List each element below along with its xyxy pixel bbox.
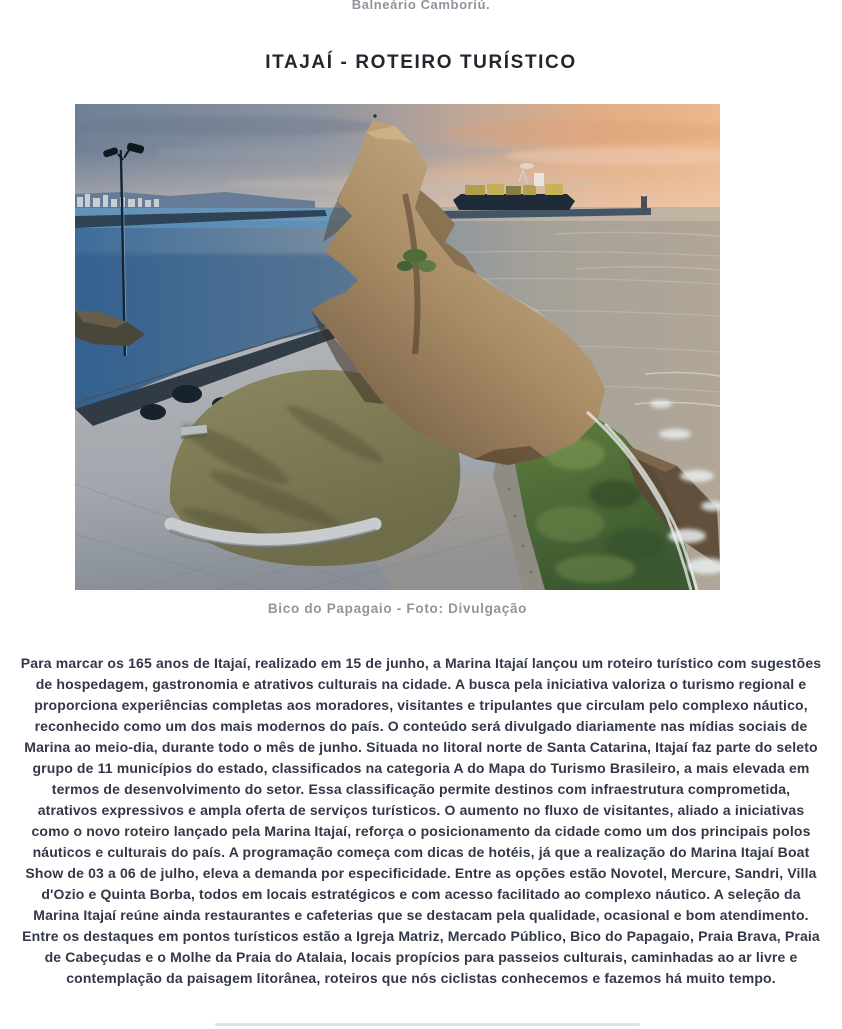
article-photo [75,104,720,616]
next-section-edge [215,1023,640,1026]
article-paragraph: Para marcar os 165 anos de Itajaí, realizado em 15 de junho, a Marina Itajaí lançou um roteiro turístico com sugestões de hospedagem, gastronomia e atrativos culturais na cidade. A busca pela iniciativa valoriza o turismo regional e proporciona experiências completas aos moradores, visitantes e tripulantes que circulam pelo complexo náutico, reconhecido como um dos mais modernos do país. O conteúdo será divulgado diariamente nas mídias sociais de Marina ao meio-dia, durante todo o mês de junho. Situada no litoral norte de Santa Catarina, Itajaí faz parte do seleto grupo de 11 municípios do estado, classificados na categoria A do Mapa do Turismo Brasileiro, a mais elevada em termos de desenvolvimento do setor. Essa classificação permite destinos com infraestrutura comprometida, atrativos expressivos e ampla oferta de serviços turísticos. O aumento no fluxo de visitantes, aliado a iniciativas como o novo roteiro lançado pela Marina Itajaí, reforça o posicionamento da cidade como um dos principais polos náuticos e culturais do país. A programação começa com dicas de hotéis, já que a realização do Marina Itajaí Boat Show de 03 a 06 de julho, eleva a demanda por especificidade. Entre as opções estão Novotel, Mercure, Sandri, Villa d'Ozio e Quinta Borba, todos em locais estratégicos e com acesso facilitado ao complexo náutico. A seleção da Marina Itajaí reúne ainda restaurantes e cafeterias que se destacam pela qualidade, ocasional e bom atendimento. Entre os destaques em pontos turísticos estão a Igreja Matriz, Mercado Público, Bico do Papagaio, Praia Brava, Praia de Cabeçudas e o Molhe da Praia do Atalaia, locais propícios para passeios culturais, caminhadas ao ar livre e contemplação da paisagem litorânea, roteiros que nós ciclistas conhecemos e fazemos há muito tempo. [20,655,822,986]
bird-icon [373,114,376,117]
page-title: ITAJAÍ - ROTEIRO TURÍSTICO [265,52,577,73]
previous-paragraph-end: Balneário Camboriú. [351,0,491,12]
photo-caption: Bico do Papagaio - Foto: Divulgação [267,601,528,616]
bico-do-papagaio-photo-illustration [75,104,720,590]
